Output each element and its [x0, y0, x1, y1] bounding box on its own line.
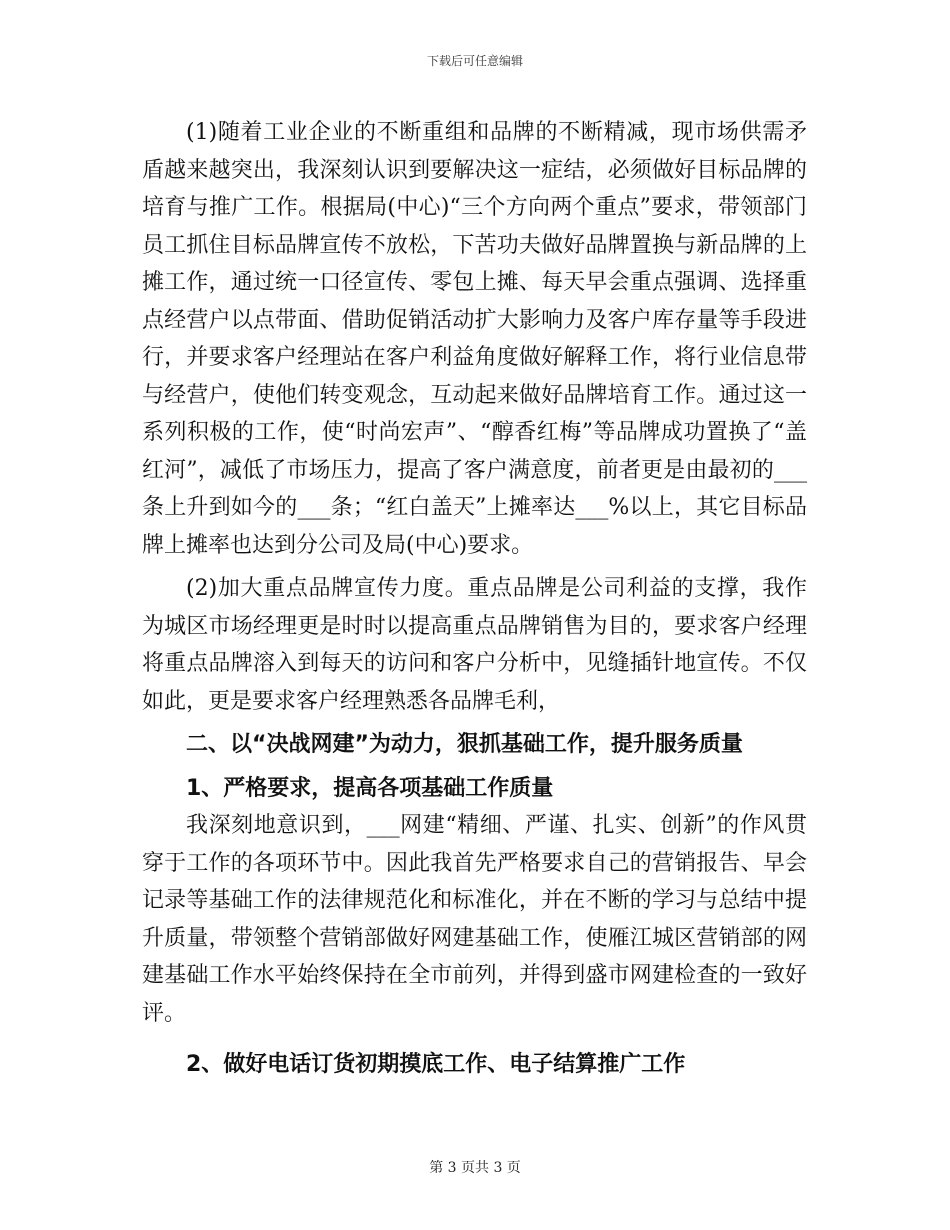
- document-body: [142, 114, 807, 1084]
- subsection-heading-requirements: 1、严格要求，提高各项基础工作质量: [186, 775, 554, 801]
- paragraph-target-brand: (1)随着工业企业的不断重组和品牌的不断精减，现市场供需矛盾越来越突出，我深刻认识到要解决这一症结，必须做好目标品牌的培育与推广工作。根据局(中心)“三个方向两个重点”要求，带领部门员工抓住目标品牌宣传不放松，下苦功夫做好品牌置换与新品牌的上摊工作，通过统一口径宣传、零包上摊、每天早会重点强调、选择重点经营户以点带面、借助促销活动扩大影响力及客户库存量等手段进行，并要求客户经理站在客户利益角度做好解释工作，将行业信息带与经营户，使他们转变观念，互动起来做好品牌培育工作。通过这一系列积极的工作，使“时尚宏声”、“醇香红梅”等品牌成功置换了“盖红河”，减低了市场压力，提高了客户满意度，前者更是由最初的___条上升到如今的___条；“红白盖天”上摊率达___%以上，其它目标品牌上摊率也达到分公司及局(中心)要求。: [142, 120, 807, 558]
- paragraph-basic-work-quality: 我深刻地意识到，___网建“精细、严谨、扎实、创新”的作风贯穿于工作的各项环节中。因此我首先严格要求自己的营销报告、早会记录等基础工作的法律规范化和标准化，并在不断的学习与总结中提升质量，带领整个营销部做好网建基础工作，使雁江城区营销部的网建基础工作水平始终保持在全市前列，并得到盛市网建检查的一致好评。: [142, 813, 807, 1026]
- page-header: 下载后可任意编辑: [426, 54, 523, 68]
- section-heading-network: 二、以“决战网建”为动力，狠抓基础工作，提升服务质量: [186, 732, 743, 757]
- page-footer: 第 3 页共 3 页: [429, 1160, 521, 1176]
- paragraph-key-brand-promotion: (2)加大重点品牌宣传力度。重点品牌是公司利益的支撑，我作为城区市场经理更是时时以提高重点品牌销售为目的，要求客户经理将重点品牌溶入到每天的访问和客户分析中，见缝插针地宣传。不仅如此，更是要求客户经理熟悉各品牌毛利，: [142, 576, 807, 714]
- subsection-heading-phone-ordering: 2、做好电话订货初期摸底工作、电子结算推广工作: [186, 1052, 686, 1077]
